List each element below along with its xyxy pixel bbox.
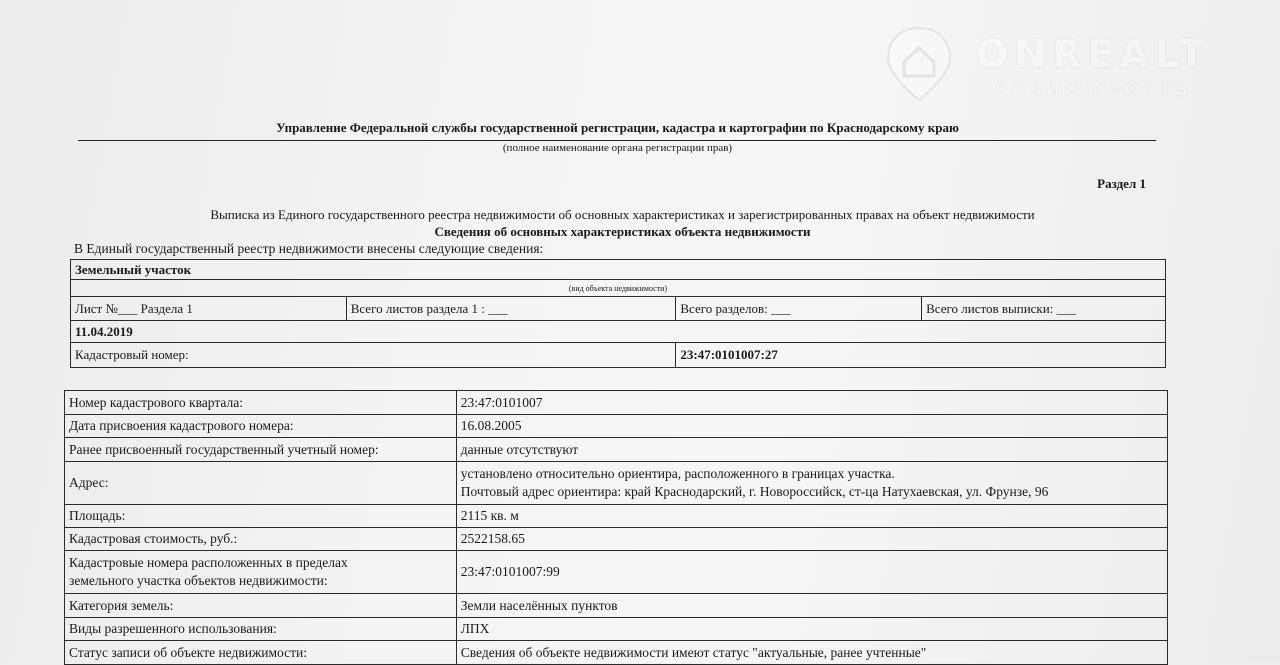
table-row [65, 438, 1168, 462]
total-sections: Всего разделов: ___ [676, 297, 922, 321]
table-row [65, 391, 1168, 415]
cadastral-number-value: 23:47:0101007:27 [676, 343, 1166, 368]
row-value: 2115 кв. м [456, 505, 1167, 528]
address-line-1: установлено относительно ориентира, расположенного в границах участка. [460, 466, 895, 481]
table-row [65, 528, 1168, 551]
cadastral-number-label: Кадастровый номер: [71, 343, 676, 368]
row-label: Статус записи об объекте недвижимости: [65, 641, 457, 665]
address-line-2: Почтовый адрес ориентира: край Краснодарский, г. Новороссийск, ст-ца Натухаевская, ул. Фрунзе, 96 [460, 484, 1049, 499]
row-value: данные отсутствуют [456, 438, 1167, 462]
intro-text: В Единый государственный реестр недвижимости внесены следующие сведения: [74, 241, 544, 256]
sheet-number: Лист №___ Раздела 1 [71, 297, 347, 321]
registration-authority: Управление Федеральной службы государственной регистрации, кадастра и картографии по Краснодарскому краю [276, 120, 959, 135]
header-underline [78, 140, 1156, 141]
label-line-2: земельного участка объектов недвижимости: [69, 573, 328, 588]
row-label: Дата присвоения кадастрового номера: [65, 415, 457, 438]
watermark-subtitle: НЕДВИЖИМОСТЬ [978, 80, 1193, 100]
row-value: Земли населённых пунктов [456, 594, 1167, 618]
table-row [65, 415, 1168, 438]
extract-date: 11.04.2019 [71, 321, 1166, 343]
table-row [65, 641, 1168, 665]
watermark-name: ONREALT [976, 32, 1211, 76]
table-row [65, 594, 1168, 618]
characteristics-table [64, 390, 1168, 665]
row-value: ЛПХ [456, 618, 1167, 641]
document-title: Выписка из Единого государственного реестра недвижимости об основных характеристиках и зарегистрированных правах на объект недвижимости [210, 207, 1035, 222]
row-label: Кадастровая стоимость, руб.: [65, 528, 457, 551]
row-label: Площадь: [65, 505, 457, 528]
table-row [65, 618, 1168, 641]
row-label: Ранее присвоенный государственный учетный номер: [65, 438, 457, 462]
section-label: Раздел 1 [1097, 176, 1146, 191]
table-row [65, 505, 1168, 528]
total-extract-sheets: Всего листов выписки: ___ [922, 297, 1166, 321]
row-label [65, 551, 457, 594]
row-value: 23:47:0101007 [456, 391, 1167, 415]
total-section-sheets: Всего листов раздела 1 : ___ [346, 297, 676, 321]
authority-note: (полное наименование органа регистрации прав) [502, 142, 733, 154]
object-type-note: (вид объекта недвижимости) [71, 280, 1166, 297]
table-row [65, 551, 1168, 594]
row-value: 16.08.2005 [456, 415, 1167, 438]
row-label: Виды разрешенного использования: [65, 618, 457, 641]
row-label: Категория земель: [65, 594, 457, 618]
table-row [65, 462, 1168, 505]
document-subtitle: Сведения об основных характеристиках объекта недвижимости [434, 224, 811, 239]
row-value: Сведения об объекте недвижимости имеют статус "актуальные, ранее учтенные" [456, 641, 1167, 665]
object-type: Земельный участок [71, 260, 1166, 280]
house-pin-icon [884, 24, 954, 104]
label-line-1: Кадастровые номера расположенных в пределах [69, 555, 348, 570]
object-header-table [70, 259, 1166, 368]
row-label: Адрес: [65, 462, 457, 505]
row-value: 23:47:0101007:99 [456, 551, 1167, 594]
row-label: Номер кадастрового квартала: [65, 391, 457, 415]
watermark-logo [884, 24, 1244, 104]
row-value [456, 462, 1167, 505]
row-value: 2522158.65 [456, 528, 1167, 551]
